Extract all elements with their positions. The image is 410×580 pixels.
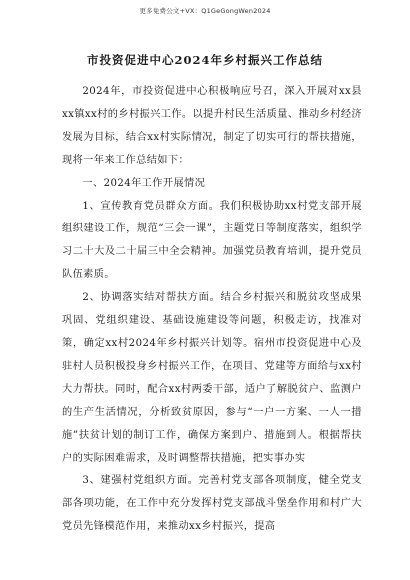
intro-paragraph: 2024年，市投资促进中心积极响应号召，深入开展对xx县xx镇xx村的乡村振兴工作。以提升村民生活质量、推动乡村经济发展为目标，结合xx村实际情况，制定了切实可行的帮扶措施，现将一年来工作总结如下： — [62, 86, 362, 166]
section-heading: 一、2024年工作开展情况 — [82, 177, 206, 189]
item-3-paragraph: 3、建强村党组织方面。完善村党支部各项制度，健全党支部各项功能，在工作中充分发挥村党支部战斗堡垒作用和村广大党员先锋模范作用，来推动xx乡村振兴，提高 — [62, 475, 362, 533]
item-2-paragraph: 2、协调落实结对帮扶方面。结合乡村振兴和脱贫攻坚成果巩固、党组织建设、基础设施建设等问题，积极走访，找准对策，确定xx村2024年乡村振兴计划等。宿州市投资促进中心及驻村人员积极投身乡村振兴工作，在项目、党建等方面给与xx村大力帮扶。同时，配合xx村两委干部，适户了解脱贫户、监测户的生产生活情况，分析致贫原因，参与“一户一方案、一人一措施”扶贫计划的制订工作，确保方案到户、措施到人。根据帮扶户的实际困难需求，及时调整帮扶措施，把实事办实 — [62, 292, 362, 464]
document-body — [62, 81, 362, 539]
document-title: 市投资促进中心2024年乡村振兴工作总结 — [86, 53, 323, 67]
item-1-paragraph: 1、宣传教育党员群众方面。我们积极协助xx村党支部开展组织建设工作，规范“三会一课”，主题党日等制度落实，组织学习二十大及二十届三中全会精神。加强党员教育培训，提升党员队伍素质。 — [62, 200, 362, 281]
header-watermark: 更多免费公文+VX：Q1GeGongWen2024 — [139, 7, 271, 15]
